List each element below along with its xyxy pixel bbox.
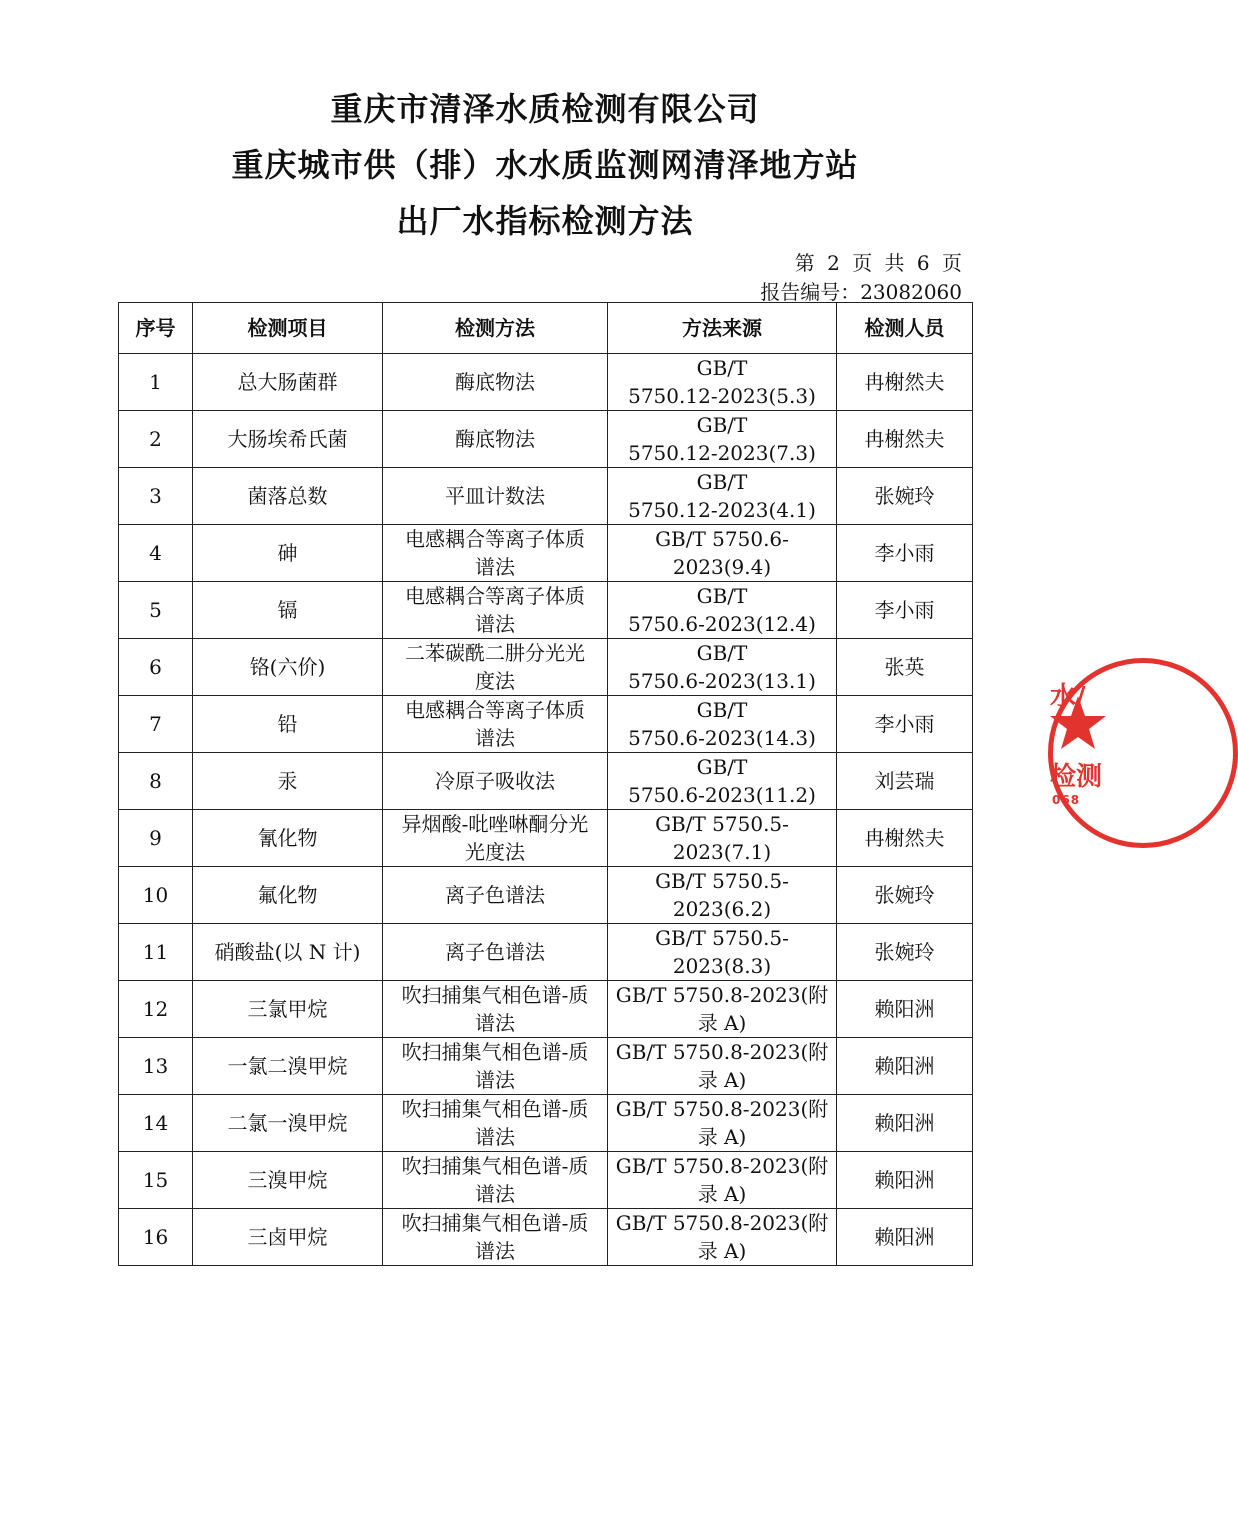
cell-index: 4	[119, 525, 193, 582]
cell-source: GB/T 5750.8-2023(附 录 A)	[608, 981, 837, 1038]
table-row	[119, 1038, 973, 1095]
cell-tester: 冉榭然夫	[837, 411, 973, 468]
cell-method: 二苯碳酰二肼分光光 度法	[383, 639, 608, 696]
cell-tester: 刘芸瑞	[837, 753, 973, 810]
cell-item: 汞	[193, 753, 383, 810]
table-row	[119, 981, 973, 1038]
table-row	[119, 924, 973, 981]
table-row	[119, 525, 973, 582]
cell-index: 9	[119, 810, 193, 867]
page-indicator: 第 2 页 共 6 页	[794, 251, 962, 275]
seal-number: 068	[1052, 793, 1081, 807]
report-number: 报告编号：23082060	[760, 280, 962, 304]
cell-method: 吹扫捕集气相色谱-质 谱法	[383, 1209, 608, 1266]
cell-tester: 赖阳洲	[837, 1209, 973, 1266]
cell-index: 2	[119, 411, 193, 468]
cell-source: GB/T 5750.6-2023(9.4)	[608, 525, 837, 582]
table-header-row	[119, 303, 973, 354]
cell-source: GB/T 5750.5-2023(7.1)	[608, 810, 837, 867]
cell-item: 铅	[193, 696, 383, 753]
document-title: 出厂水指标检测方法	[396, 202, 694, 240]
cell-index: 1	[119, 354, 193, 411]
cell-tester: 张婉玲	[837, 468, 973, 525]
cell-tester: 冉榭然夫	[837, 810, 973, 867]
cell-tester: 李小雨	[837, 525, 973, 582]
cell-tester: 赖阳洲	[837, 981, 973, 1038]
cell-item: 氰化物	[193, 810, 383, 867]
table-row	[119, 411, 973, 468]
cell-tester: 李小雨	[837, 582, 973, 639]
cell-method: 吹扫捕集气相色谱-质 谱法	[383, 981, 608, 1038]
cell-source: GB/T 5750.8-2023(附 录 A)	[608, 1038, 837, 1095]
cell-tester: 赖阳洲	[837, 1152, 973, 1209]
cell-index: 5	[119, 582, 193, 639]
cell-source: GB/T 5750.12-2023(7.3)	[608, 411, 837, 468]
cell-item: 总大肠菌群	[193, 354, 383, 411]
cell-item: 硝酸盐(以 N 计)	[193, 924, 383, 981]
cell-item: 氟化物	[193, 867, 383, 924]
table-row	[119, 810, 973, 867]
cell-source: GB/T 5750.8-2023(附 录 A)	[608, 1209, 837, 1266]
station-name: 重庆城市供（排）水水质监测网清泽地方站	[231, 146, 859, 184]
cell-source: GB/T 5750.6-2023(13.1)	[608, 639, 837, 696]
col-header-item: 检测项目	[193, 303, 383, 354]
seal-star-icon	[1048, 692, 1108, 752]
cell-method: 异烟酸-吡唑啉酮分光 光度法	[383, 810, 608, 867]
cell-method: 电感耦合等离子体质 谱法	[383, 525, 608, 582]
cell-tester: 赖阳洲	[837, 1095, 973, 1152]
table-row	[119, 753, 973, 810]
cell-item: 三卤甲烷	[193, 1209, 383, 1266]
cell-tester: 张婉玲	[837, 867, 973, 924]
company-name: 重庆市清泽水质检测有限公司	[330, 90, 760, 128]
cell-index: 7	[119, 696, 193, 753]
cell-method: 吹扫捕集气相色谱-质 谱法	[383, 1038, 608, 1095]
table-row	[119, 639, 973, 696]
cell-tester: 冉榭然夫	[837, 354, 973, 411]
cell-item: 大肠埃希氏菌	[193, 411, 383, 468]
cell-index: 10	[119, 867, 193, 924]
cell-source: GB/T 5750.6-2023(14.3)	[608, 696, 837, 753]
cell-index: 15	[119, 1152, 193, 1209]
cell-item: 菌落总数	[193, 468, 383, 525]
cell-source: GB/T 5750.8-2023(附 录 A)	[608, 1152, 837, 1209]
cell-index: 3	[119, 468, 193, 525]
table-row	[119, 354, 973, 411]
cell-tester: 李小雨	[837, 696, 973, 753]
cell-tester: 赖阳洲	[837, 1038, 973, 1095]
cell-method: 电感耦合等离子体质 谱法	[383, 696, 608, 753]
cell-index: 16	[119, 1209, 193, 1266]
table-row	[119, 1209, 973, 1266]
cell-index: 8	[119, 753, 193, 810]
cell-item: 砷	[193, 525, 383, 582]
col-header-index: 序号	[119, 303, 193, 354]
cell-index: 6	[119, 639, 193, 696]
cell-item: 三溴甲烷	[193, 1152, 383, 1209]
table-row	[119, 582, 973, 639]
cell-source: GB/T 5750.8-2023(附 录 A)	[608, 1095, 837, 1152]
cell-tester: 张婉玲	[837, 924, 973, 981]
table-row	[119, 1152, 973, 1209]
cell-method: 酶底物法	[383, 411, 608, 468]
cell-method: 离子色谱法	[383, 924, 608, 981]
cell-method: 吹扫捕集气相色谱-质 谱法	[383, 1095, 608, 1152]
cell-tester: 张英	[837, 639, 973, 696]
table-body	[119, 354, 973, 1266]
cell-index: 14	[119, 1095, 193, 1152]
seal-text-top: 水/	[1050, 682, 1086, 712]
cell-method: 离子色谱法	[383, 867, 608, 924]
table-row	[119, 696, 973, 753]
cell-source: GB/T 5750.12-2023(5.3)	[608, 354, 837, 411]
cell-source: GB/T 5750.6-2023(11.2)	[608, 753, 837, 810]
cell-method: 吹扫捕集气相色谱-质 谱法	[383, 1152, 608, 1209]
cell-source: GB/T 5750.12-2023(4.1)	[608, 468, 837, 525]
official-seal	[1042, 656, 1102, 856]
cell-item: 铬(六价)	[193, 639, 383, 696]
cell-index: 13	[119, 1038, 193, 1095]
cell-source: GB/T 5750.5-2023(8.3)	[608, 924, 837, 981]
cell-method: 电感耦合等离子体质 谱法	[383, 582, 608, 639]
cell-item: 镉	[193, 582, 383, 639]
table-row	[119, 867, 973, 924]
methods-table	[118, 302, 973, 1266]
col-header-tester: 检测人员	[837, 303, 973, 354]
cell-source: GB/T 5750.6-2023(12.4)	[608, 582, 837, 639]
table-row	[119, 468, 973, 525]
cell-method: 平皿计数法	[383, 468, 608, 525]
cell-source: GB/T 5750.5-2023(6.2)	[608, 867, 837, 924]
seal-text-bottom: 检测	[1050, 762, 1103, 792]
cell-method: 酶底物法	[383, 354, 608, 411]
cell-item: 二氯一溴甲烷	[193, 1095, 383, 1152]
table-row	[119, 1095, 973, 1152]
cell-item: 三氯甲烷	[193, 981, 383, 1038]
cell-index: 12	[119, 981, 193, 1038]
col-header-source: 方法来源	[608, 303, 837, 354]
cell-index: 11	[119, 924, 193, 981]
cell-item: 一氯二溴甲烷	[193, 1038, 383, 1095]
col-header-method: 检测方法	[383, 303, 608, 354]
cell-method: 冷原子吸收法	[383, 753, 608, 810]
